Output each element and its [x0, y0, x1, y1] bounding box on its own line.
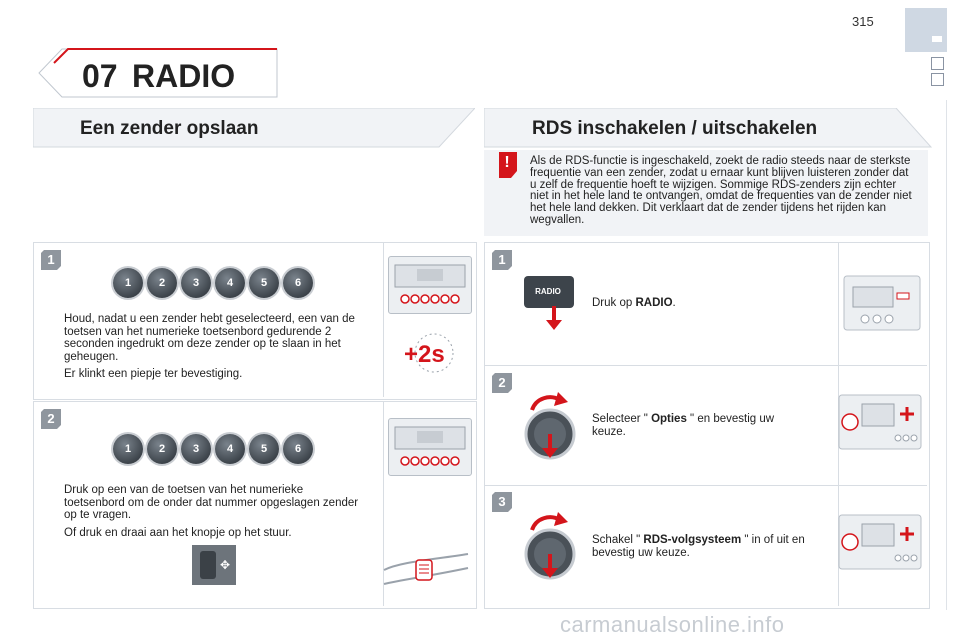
radio-unit-icon — [843, 275, 921, 331]
rotary-knob-icon — [518, 388, 580, 462]
rotary-knob-icon — [518, 508, 580, 582]
text-span: Druk op — [592, 297, 636, 309]
text-span: " in of uit en bevestig uw keuze. — [592, 534, 805, 559]
paragraph: Druk op een van de toetsen van het numerieke toetsenbord om de onder dat nummer opgeslagen zender op te vragen. — [64, 484, 359, 521]
preset-button-4[interactable]: 4 — [215, 434, 245, 464]
watermark: carmanualsonline.info — [560, 612, 785, 637]
preset-button-5[interactable]: 5 — [249, 268, 279, 298]
preset-button-3[interactable]: 3 — [181, 268, 211, 298]
preset-button-1[interactable]: 1 — [113, 268, 143, 298]
side-marker-box — [931, 57, 944, 70]
preset-button-6[interactable]: 6 — [283, 434, 313, 464]
warning-icon-glyph: ! — [504, 154, 510, 171]
step-divider — [485, 365, 927, 366]
step-text-store — [64, 313, 360, 386]
preset-button-4[interactable]: 4 — [215, 268, 245, 298]
radio-unit-icon — [838, 514, 922, 570]
chapter-title: RADIO — [132, 58, 236, 94]
corner-tab-mark — [932, 36, 942, 42]
text-span: . — [672, 297, 676, 309]
step-text-rds-1 — [592, 297, 822, 310]
paragraph: Er klinkt een piepje ter bevestiging. — [64, 368, 243, 380]
preset-button-1[interactable]: 1 — [113, 434, 143, 464]
steering-stalk-icon — [380, 540, 472, 598]
svg-text:✥: ✥ — [220, 558, 231, 572]
hold-two-seconds-icon — [400, 330, 456, 376]
corner-tab — [905, 8, 947, 52]
panel-divider — [383, 243, 384, 397]
preset-button-2[interactable]: 2 — [147, 268, 177, 298]
step-badge-1-label: 1 — [498, 252, 506, 267]
step-text-recall — [64, 484, 360, 544]
numeric-keypad-row — [113, 434, 313, 464]
text-span: Schakel " — [592, 534, 644, 546]
numeric-keypad-row — [113, 268, 313, 298]
step-badge-2-label: 2 — [498, 375, 506, 390]
preset-button-6[interactable]: 6 — [283, 268, 313, 298]
page-number: 315 — [852, 14, 874, 29]
side-rule — [946, 100, 947, 610]
preset-button-3[interactable]: 3 — [181, 434, 211, 464]
text-span: Selecteer " — [592, 413, 652, 425]
step-divider — [485, 485, 927, 486]
radio-unit-icon — [388, 418, 472, 476]
section-title-rds: RDS inschakelen / uitschakelen — [532, 118, 818, 139]
step-text-rds-2 — [592, 413, 802, 438]
paragraph: Of druk en draai aan het knopje op het stuur. — [64, 526, 292, 539]
step-text-rds-3 — [592, 534, 822, 559]
section-title-store-station: Een zender opslaan — [80, 118, 259, 139]
side-marker-box — [931, 73, 944, 86]
radio-button-icon — [522, 270, 578, 332]
keyword: Opties — [651, 413, 687, 425]
step-badge-2-label: 2 — [47, 411, 55, 426]
keyword: RADIO — [635, 297, 673, 309]
svg-text:+2s: +2s — [404, 341, 445, 368]
preset-button-2[interactable]: 2 — [147, 434, 177, 464]
keyword: RDS-volgsysteem — [643, 534, 742, 546]
text-span: " en bevestig uw keuze. — [592, 413, 775, 438]
radio-button-label[interactable]: RADIO — [535, 287, 561, 296]
warning-text: Als de RDS-functie is ingeschakeld, zoekt de radio steeds naar de sterkste frequentie van een zender, zodat u ernaar kunt blijven luisteren zonder dat u zelf de frequentie hoeft te wijzigen. Sommige RDS-zenders zijn echter niet in het hele land te ontvangen, omdat de frequenties van de zender niet het hele land dekken. Dit verklaart dat de zender tijdens het rijden kan wegvallen. — [530, 155, 912, 226]
step-badge-1-label: 1 — [47, 252, 55, 267]
preset-button-5[interactable]: 5 — [249, 434, 279, 464]
radio-unit-icon — [388, 256, 472, 314]
steering-wheel-control-icon — [192, 545, 236, 585]
step-badge-3-label: 3 — [498, 494, 506, 509]
paragraph: Houd, nadat u een zender hebt geselecteerd, een van de toetsen van het numerieke toetsenbord gedurende 2 seconden ingedrukt om deze zender op te slaan in het geheugen. — [64, 313, 355, 363]
radio-unit-icon — [838, 394, 922, 450]
chapter-number: 07 — [82, 58, 118, 94]
